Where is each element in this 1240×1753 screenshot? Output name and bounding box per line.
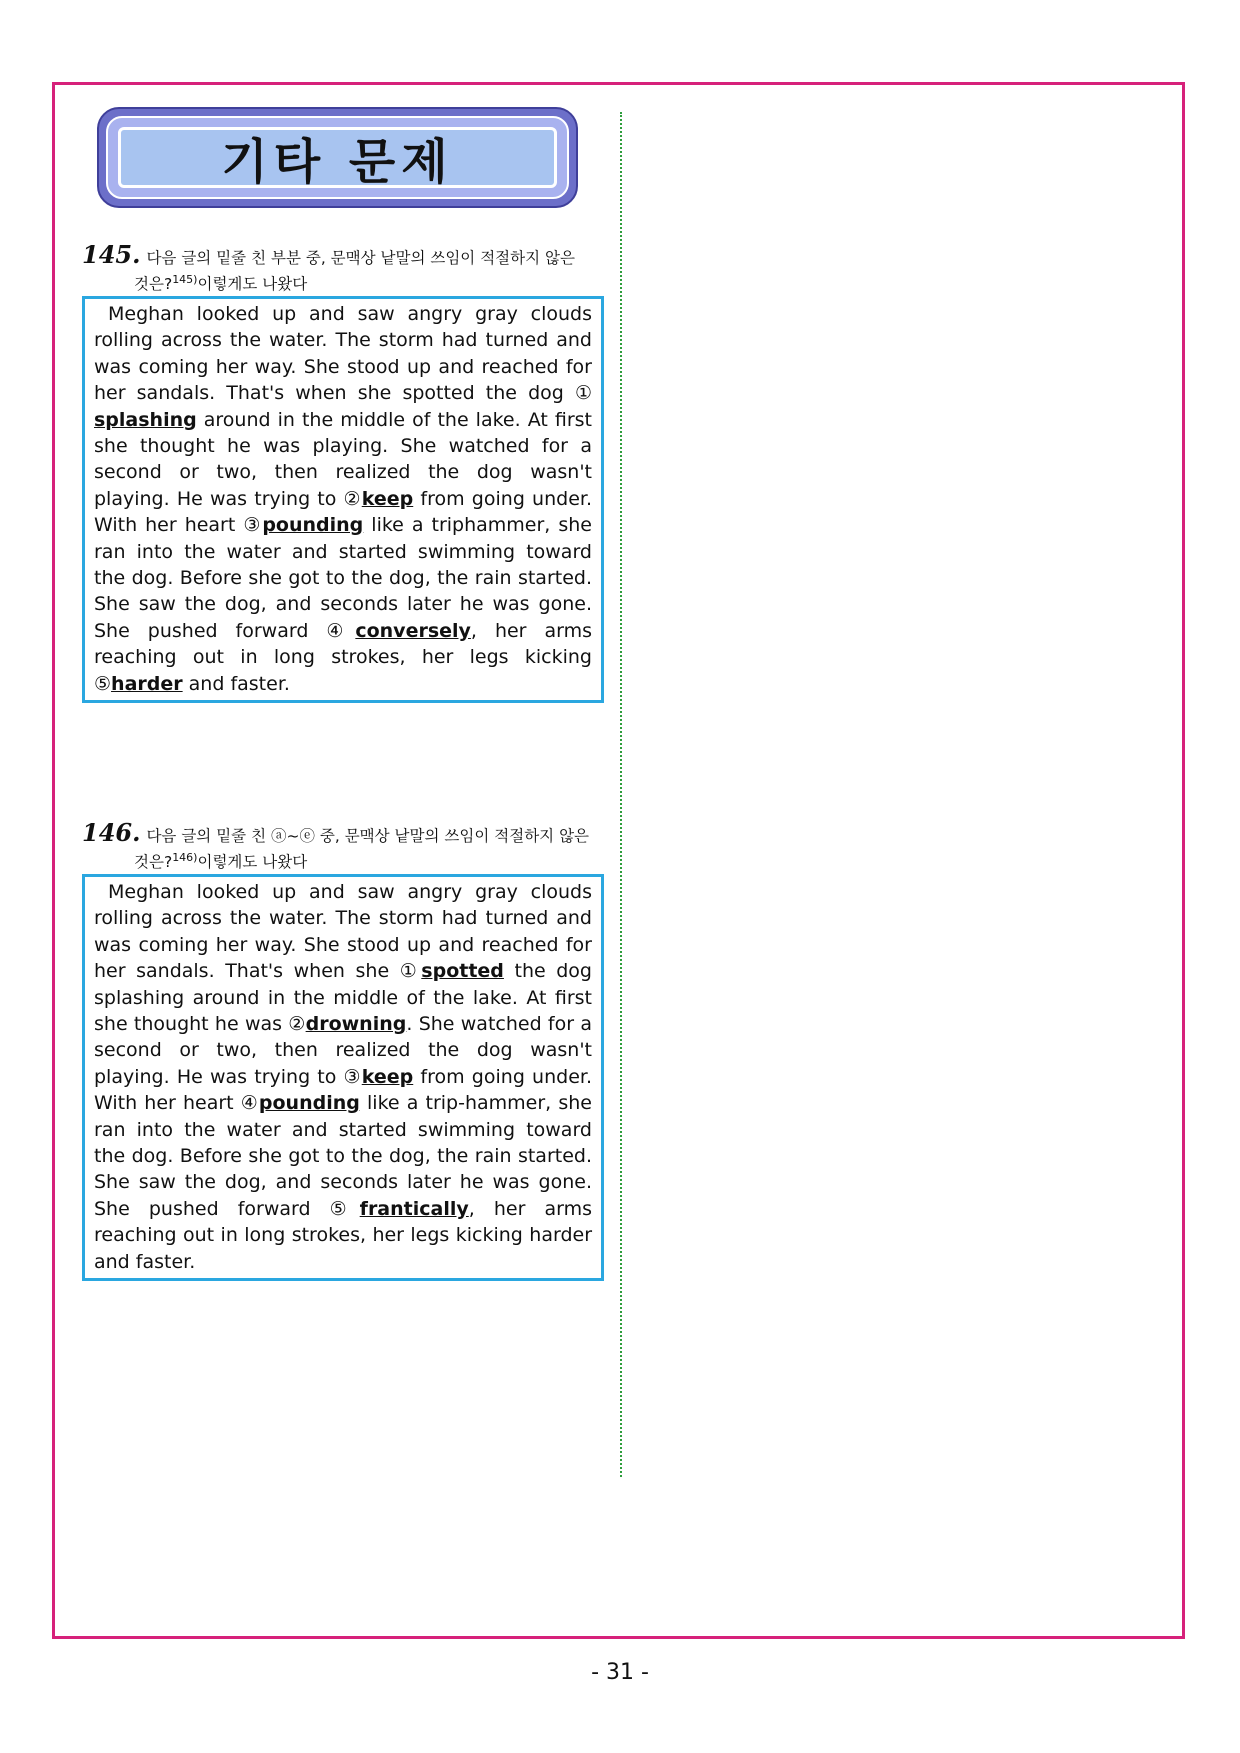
- question-145-heading: [82, 240, 604, 295]
- question-prompt-line2: [82, 847, 604, 873]
- underlined-word: keep: [361, 1065, 414, 1088]
- passage-box-146: [82, 874, 604, 1281]
- passage-text: around in the middle of the lake. At first she thought he was playing. She watched for a second or two, then realized the dog wasn't playing. He was trying to ②: [94, 408, 592, 510]
- passage-text: . She watched for a second or two, then realized the dog wasn't playing. He was trying to ③: [94, 1013, 592, 1088]
- passage-text: the dog splashing around in the middle of the lake. At first she thought he was ②: [94, 960, 592, 1036]
- underlined-word: frantically: [359, 1197, 469, 1220]
- passage-text: from going under. With her heart ③: [94, 487, 592, 537]
- footnote-ref: 145): [172, 273, 198, 286]
- passage-text: Meghan looked up and saw angry gray clouds rolling across the water. The storm had turned and was coming her way. She stood up and reached for her sandals. That's when she ①: [94, 881, 592, 983]
- question-146-heading: [82, 818, 604, 873]
- underlined-word: splashing: [94, 408, 197, 431]
- question-prompt-line2: [82, 269, 604, 295]
- underlined-word: spotted: [421, 960, 504, 983]
- footnote-ref: 146): [172, 851, 198, 864]
- passage-text: like a trip-hammer, she ran into the water and started swimming toward the dog. Before she got to the dog, the rain started. She saw the dog, and seconds later he was gone. She pushed forward ⑤: [94, 1092, 592, 1220]
- question-number: 146.: [82, 818, 141, 847]
- banner-frame: [106, 116, 569, 199]
- page-number: - 31 -: [591, 1660, 649, 1685]
- passage-text: from going under. With her heart ④: [94, 1065, 592, 1115]
- section-title-banner: [97, 107, 578, 208]
- question-prompt-end: 것은?: [134, 853, 173, 872]
- underlined-word: pounding: [262, 514, 364, 537]
- underlined-word: harder: [111, 672, 183, 695]
- passage-text: Meghan looked up and saw angry gray clouds rolling across the water. The storm had turned and was coming her way. She stood up and reached for her sandals. That's when she spotted the dog ①: [94, 303, 592, 405]
- footnote-tail: 이렇게도 나왔다: [197, 853, 308, 872]
- passage-text: , her arms reaching out in long strokes, her legs kicking ⑤: [94, 619, 592, 695]
- question-prompt: 다음 글의 밑줄 친 부분 중, 문맥상 낱말의 쓰임이 적절하지 않은: [146, 249, 575, 267]
- passage-box-145: [82, 296, 604, 703]
- underlined-word: keep: [361, 487, 414, 510]
- underlined-word: drowning: [305, 1013, 407, 1036]
- question-number: 145.: [82, 240, 141, 269]
- section-title: 기타 문제: [221, 134, 454, 190]
- footnote-tail: 이렇게도 나왔다: [197, 275, 308, 294]
- column-divider: [620, 112, 622, 1477]
- question-prompt-end: 것은?: [134, 275, 173, 294]
- question-prompt: 다음 글의 밑줄 친 ⓐ~ⓔ 중, 문맥상 낱말의 쓰임이 적절하지 않은: [146, 827, 590, 845]
- passage-text: and faster.: [182, 672, 290, 695]
- underlined-word: pounding: [258, 1092, 360, 1115]
- passage-text: like a triphammer, she ran into the water and started swimming toward the dog. Before she got to the dog, the rain started. She saw the dog, and seconds later he was gone. She pushed forward ④: [94, 514, 592, 642]
- banner-inner: [118, 127, 557, 188]
- passage-text: , her arms reaching out in long strokes, her legs kicking harder and faster.: [94, 1197, 592, 1273]
- underlined-word: conversely: [355, 619, 471, 642]
